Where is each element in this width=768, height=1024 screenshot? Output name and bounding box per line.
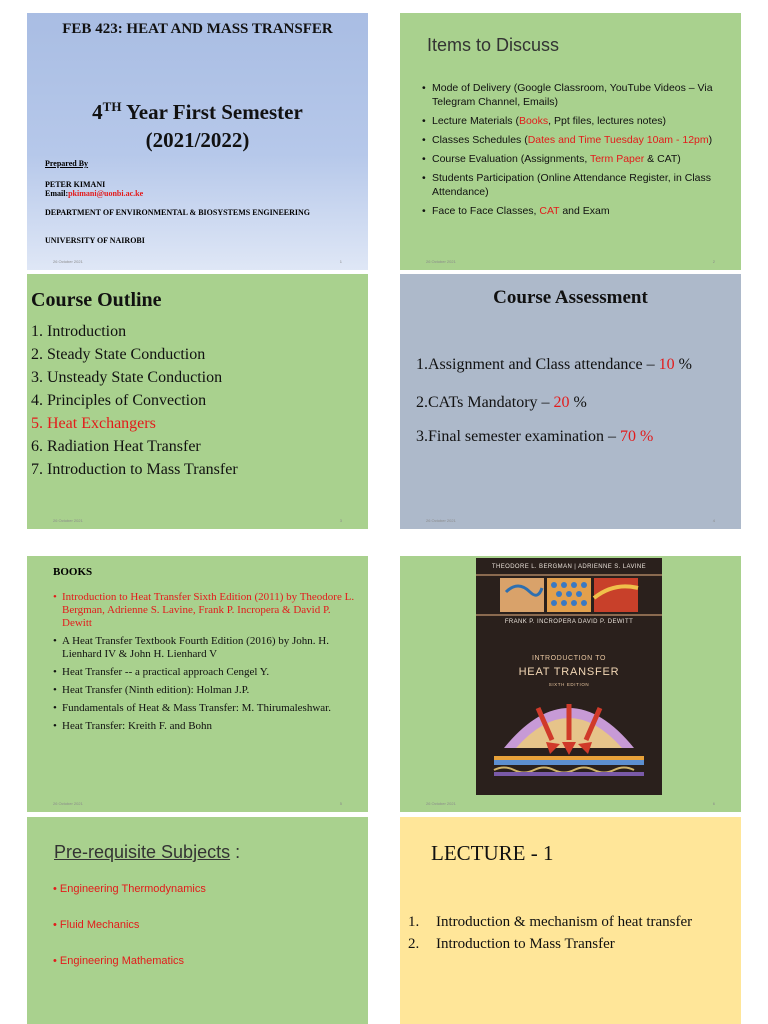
- list-item: [408, 933, 733, 955]
- slide-book-cover[interactable]: [400, 556, 741, 812]
- slide-title[interactable]: [27, 13, 368, 270]
- academic-session: (2021/2022): [145, 128, 250, 152]
- list-item: [408, 911, 733, 933]
- cover-authors-bottom: FRANK P. INCROPERA DAVID P. DEWITT: [504, 619, 634, 625]
- item-text: Mode of Delivery (Google Classroom, YouTube Videos – Via Telegram Channel, Emails): [432, 82, 713, 108]
- assessment-value: 70 %: [619, 428, 654, 445]
- item-number: 1.: [408, 914, 420, 930]
- cover-edition: SIXTH EDITION: [548, 682, 590, 687]
- slide-footer: [53, 518, 342, 523]
- author-email[interactable]: pkimani@uonbi.ac.ke: [68, 189, 144, 198]
- footer-date: 26 October 2021: [426, 801, 456, 806]
- item-text: Face to Face Classes,: [432, 205, 540, 217]
- assessment-value: 10: [658, 356, 675, 373]
- book-cover-image: [476, 558, 662, 795]
- item-text: , Ppt files, lectures notes): [548, 115, 667, 127]
- slide-prerequisites[interactable]: [27, 817, 368, 1024]
- slide-footer: [426, 259, 715, 264]
- footer-date: 26 October 2021: [426, 259, 456, 264]
- book-item: • A Heat Transfer Textbook Fourth Edition (2016) by John. H. Lienhard IV & John H. Lienhard V: [53, 635, 358, 661]
- cover-title-line1: INTRODUCTION TO: [531, 655, 607, 662]
- author-name: PETER KIMANI: [45, 180, 106, 189]
- book-item: • Heat Transfer: Kreith F. and Bohn: [53, 720, 358, 733]
- slide-books[interactable]: [27, 556, 368, 812]
- list-item: 6. Radiation Heat Transfer: [31, 438, 201, 455]
- slide-footer: [53, 259, 342, 264]
- books-list: [53, 591, 358, 738]
- assessment-unit: %: [569, 394, 587, 411]
- slide-course-assessment[interactable]: [400, 274, 741, 529]
- list-item: [422, 133, 722, 147]
- item-text: & CAT): [644, 153, 681, 165]
- item-text: Lecture Materials (: [432, 115, 519, 127]
- assessment-item: [416, 394, 587, 412]
- item-text: Introduction & mechanism of heat transfer: [436, 914, 693, 930]
- assessment-value: 20: [553, 394, 570, 411]
- item-text: and Exam: [559, 205, 610, 217]
- list-item: 7. Introduction to Mass Transfer: [31, 461, 238, 478]
- book-item: • Heat Transfer -- a practical approach Cengel Y.: [53, 666, 358, 679]
- university: UNIVERSITY OF NAIROBI: [45, 236, 145, 245]
- prerequisite-list: [53, 883, 206, 991]
- slide-title: Course Outline: [31, 289, 162, 311]
- list-item: • Engineering Thermodynamics: [53, 883, 206, 895]
- slide-title: [54, 842, 240, 863]
- slide-lecture-1[interactable]: [400, 817, 741, 1024]
- course-title: FEB 423: HEAT AND MASS TRANSFER: [62, 21, 333, 37]
- author-block: [45, 180, 143, 198]
- item-text: ): [708, 134, 713, 146]
- slide-course-outline[interactable]: [27, 274, 368, 529]
- footer-date: 26 October 2021: [426, 518, 456, 523]
- list-item: [422, 152, 722, 166]
- list-item: [422, 171, 722, 199]
- item-text: Classes Schedules (: [432, 134, 528, 146]
- list-item: [422, 204, 722, 218]
- author-email-line: [45, 189, 143, 198]
- list-item: [422, 114, 722, 128]
- item-text: Engineering Mathematics: [59, 955, 185, 967]
- item-highlight: Term Paper: [589, 153, 645, 165]
- slide-items-to-discuss[interactable]: [400, 13, 741, 270]
- title-text: Pre-requisite Subjects: [54, 842, 231, 862]
- list-item-highlighted: 5. Heat Exchangers: [31, 415, 156, 432]
- list-item: 4. Principles of Convection: [31, 392, 207, 409]
- item-text: Fluid Mechanics: [59, 919, 140, 931]
- assessment-item: [416, 428, 653, 446]
- item-number: 2.: [408, 936, 420, 952]
- year-suffix: TH: [102, 99, 122, 114]
- book-item-highlighted: • Introduction to Heat Transfer Sixth Edition (2011) by Theodore L. Bergman, Adrienne S. Lavine, Frank P. Incropera & David P. Dewitt: [53, 591, 358, 630]
- slide-title: BOOKS: [53, 566, 93, 578]
- footer-date: 26 October 2021: [53, 518, 83, 523]
- page-number: 6: [712, 801, 715, 806]
- assessment-label: 3.Final semester examination –: [416, 428, 620, 445]
- footer-date: 26 October 2021: [53, 259, 83, 264]
- item-text: Engineering Thermodynamics: [59, 883, 206, 895]
- slide-footer: [426, 518, 715, 523]
- page-number: 5: [339, 801, 342, 806]
- assessment-item: [416, 356, 692, 374]
- book-item: • Fundamentals of Heat & Mass Transfer: M. Thirumaleshwar.: [53, 702, 358, 715]
- title-colon: :: [230, 842, 241, 862]
- footer-date: 26 October 2021: [53, 801, 83, 806]
- list-item: • Engineering Mathematics: [53, 955, 185, 967]
- lecture-topics: [408, 911, 733, 955]
- list-item: • Fluid Mechanics: [53, 919, 140, 931]
- item-text: Students Participation (Online Attendance Register, in Class Attendance): [432, 172, 711, 198]
- cover-authors-top: THEODORE L. BERGMAN | ADRIENNE S. LAVINE: [491, 564, 647, 570]
- department: DEPARTMENT OF ENVIRONMENTAL & BIOSYSTEMS ENGINEERING: [45, 208, 311, 217]
- email-label: Email:: [45, 189, 69, 198]
- assessment-label: 2.CATs Mandatory –: [416, 394, 554, 411]
- prepared-by-label: Prepared By: [45, 159, 89, 168]
- page-number: 4: [712, 518, 715, 523]
- slide-title: Course Assessment: [493, 287, 648, 308]
- item-text: Course Evaluation (Assignments,: [432, 153, 590, 165]
- page-number: 2: [712, 259, 715, 264]
- item-highlight: CAT: [539, 205, 560, 217]
- discussion-list: [422, 81, 722, 223]
- assessment-unit: %: [674, 356, 692, 373]
- cover-title-line2: HEAT TRANSFER: [518, 666, 620, 678]
- page-number: 3: [339, 518, 342, 523]
- list-item: 3. Unsteady State Conduction: [31, 369, 223, 386]
- book-item: • Heat Transfer (Ninth edition): Holman J.P.: [53, 684, 358, 697]
- year-number: 4: [92, 100, 103, 124]
- item-highlight: Books: [518, 115, 549, 127]
- slide-footer: [53, 801, 342, 806]
- assessment-label: 1.Assignment and Class attendance –: [416, 356, 659, 373]
- page-number: 1: [339, 259, 342, 264]
- slide-footer: [426, 801, 715, 806]
- slide-title: Items to Discuss: [427, 35, 560, 55]
- list-item: 2. Steady State Conduction: [31, 346, 206, 363]
- year-text: Year First Semester: [121, 100, 303, 124]
- item-text: Introduction to Mass Transfer: [436, 936, 615, 952]
- outline-list: [31, 320, 238, 481]
- list-item: 1. Introduction: [31, 323, 127, 340]
- item-highlight: Dates and Time Tuesday 10am - 12pm: [527, 134, 709, 146]
- list-item: [422, 81, 722, 109]
- semester-heading: [27, 93, 368, 154]
- slide-title: LECTURE - 1: [431, 841, 554, 865]
